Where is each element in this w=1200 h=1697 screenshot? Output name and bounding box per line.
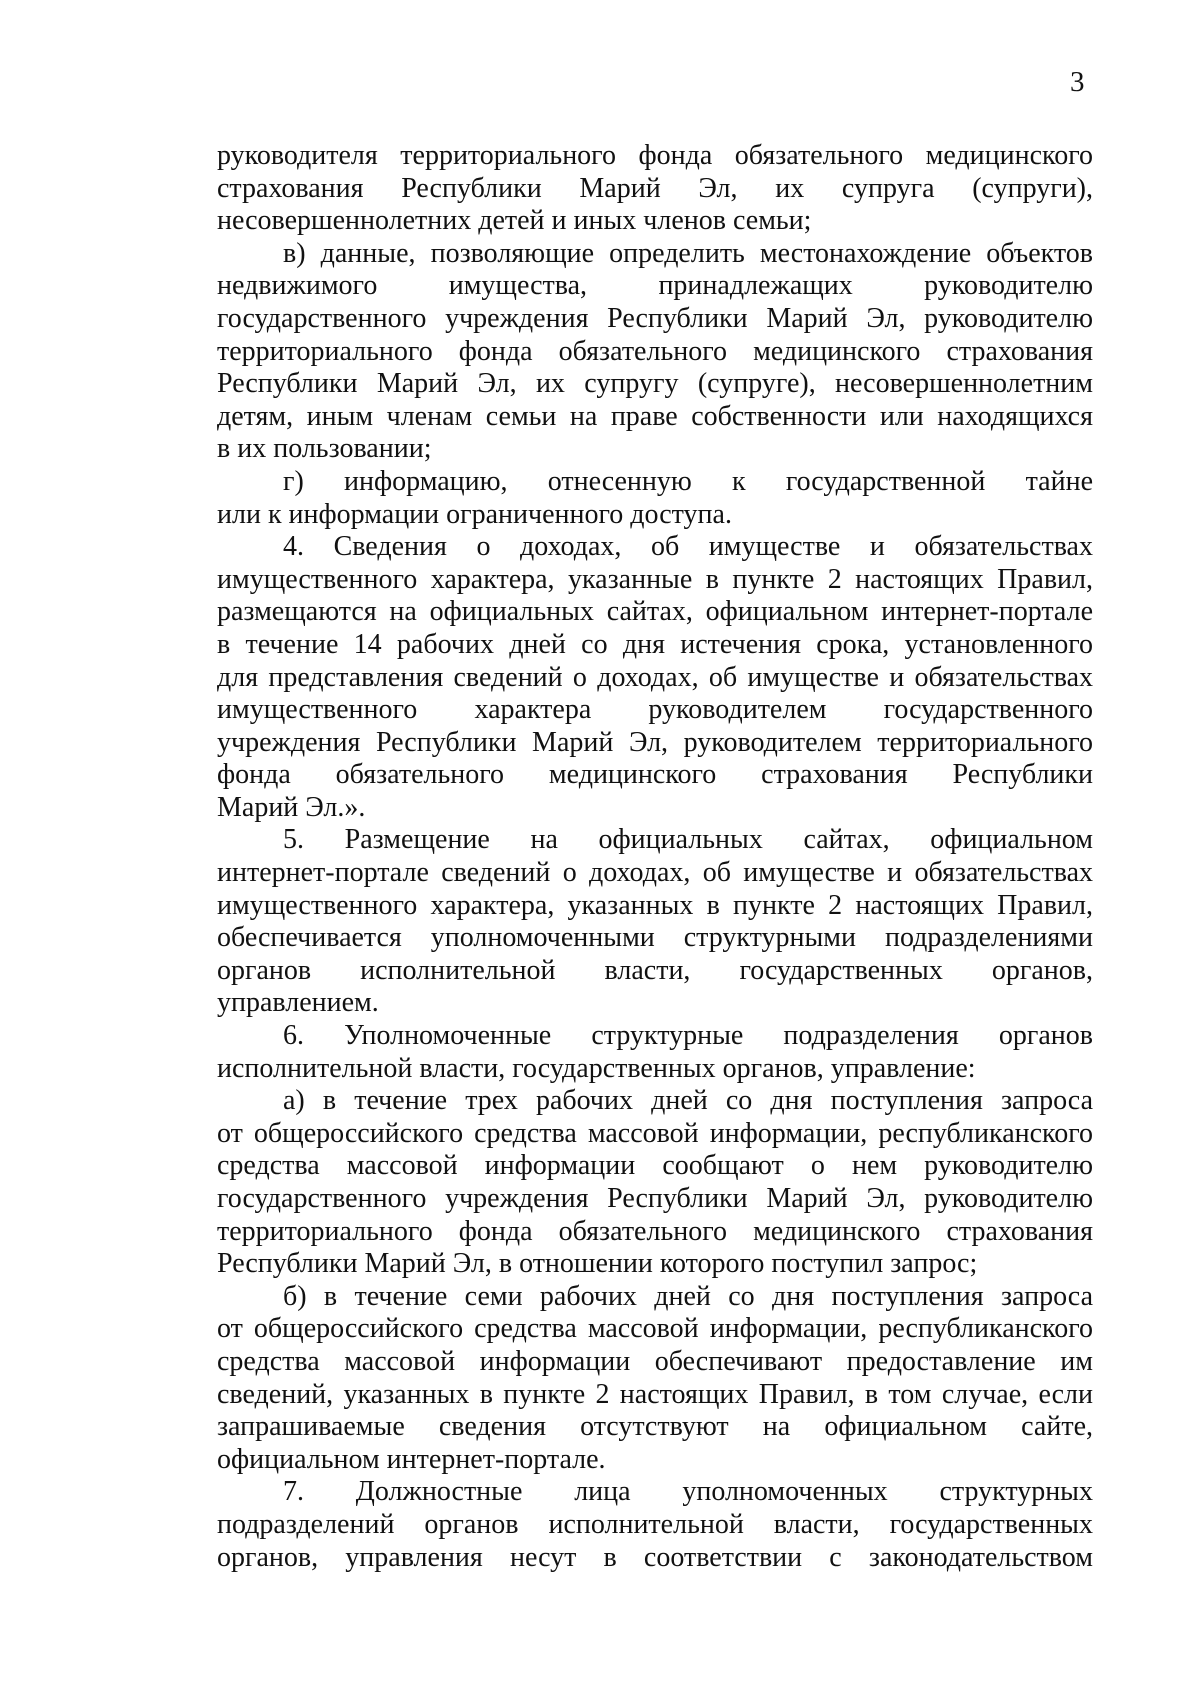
text-line: управлением. [217,987,379,1019]
text-line: запрашиваемые сведения отсутствуют на официальном сайте, [217,1411,1093,1443]
text-line: обеспечивается уполномоченными структурными подразделениями [217,922,1093,954]
page-number: 3 [1070,66,1085,98]
text-line: учреждения Республики Марий Эл, руководителем территориального [217,726,1093,758]
text-line: средства массовой информации обеспечивают предоставление им [217,1345,1093,1377]
text-line: детям, иным членам семьи на праве собственности или находящихся [217,400,1093,432]
text-line: страхования Республики Марий Эл, их супруга (супруги), [217,172,1093,204]
text-line: недвижимого имущества, принадлежащих руководителю [217,270,1093,302]
text-line: б) в течение семи рабочих дней со дня поступления запроса [283,1280,1093,1312]
text-line: в) данные, позволяющие определить местонахождение объектов [283,237,1093,269]
text-line: имущественного характера, указанные в пункте 2 настоящих Правил, [217,563,1093,595]
text-line: 6. Уполномоченные структурные подразделения органов [283,1020,1093,1052]
text-line: государственного учреждения Республики Марий Эл, руководителю [217,302,1093,334]
document-body [217,140,1093,1574]
text-line: в течение 14 рабочих дней со дня истечения срока, установленного [217,628,1093,660]
text-line: подразделений органов исполнительной власти, государственных [217,1508,1093,1540]
text-line: г) информацию, отнесенную к государственной тайне [283,465,1093,497]
text-line: несовершеннолетних детей и иных членов семьи; [217,205,812,237]
text-line: для представления сведений о доходах, об имуществе и обязательствах [217,661,1093,693]
text-line: интернет-портале сведений о доходах, об имуществе и обязательствах [217,857,1093,889]
text-line: 5. Размещение на официальных сайтах, официальном [283,824,1093,856]
text-line: органов, управления несут в соответствии с законодательством [217,1541,1093,1573]
text-line: территориального фонда обязательного медицинского страхования [217,1215,1093,1247]
text-line: государственного учреждения Республики Марий Эл, руководителю [217,1183,1093,1214]
text-line: имущественного характера руководителем государственного [217,694,1093,726]
text-line: или к информации ограниченного доступа. [217,498,732,530]
text-line: имущественного характера, указанных в пункте 2 настоящих Правил, [217,889,1093,921]
text-line: размещаются на официальных сайтах, официальном интернет-портале [217,596,1093,628]
text-line: территориального фонда обязательного медицинского страхования [217,335,1093,367]
text-line: от общероссийского средства массовой информации, республиканского [217,1117,1093,1149]
text-line: от общероссийского средства массовой информации, республиканского [217,1313,1093,1345]
text-line: официальном интернет-портале. [217,1443,606,1475]
text-line: Республики Марий Эл, в отношении которого поступил запрос; [217,1248,978,1280]
text-line: фонда обязательного медицинского страхования Республики [217,759,1093,791]
text-line: органов исполнительной власти, государственных органов, [217,954,1093,986]
text-line: 7. Должностные лица уполномоченных структурных [283,1476,1093,1508]
text-line: в их пользовании; [217,433,432,465]
text-line: сведений, указанных в пункте 2 настоящих Правил, в том случае, если [217,1378,1093,1410]
text-line: Марий Эл.». [217,791,366,823]
text-line: 4. Сведения о доходах, об имуществе и обязательствах [283,531,1093,563]
text-line: исполнительной власти, государственных органов, управление: [217,1052,976,1084]
text-line: средства массовой информации сообщают о нем руководителю [217,1150,1093,1182]
text-line: а) в течение трех рабочих дней со дня поступления запроса [283,1085,1093,1117]
text-line: руководителя территориального фонда обязательного медицинского [217,140,1093,171]
text-line: Республики Марий Эл, их супругу (супруге), несовершеннолетним [217,368,1093,400]
